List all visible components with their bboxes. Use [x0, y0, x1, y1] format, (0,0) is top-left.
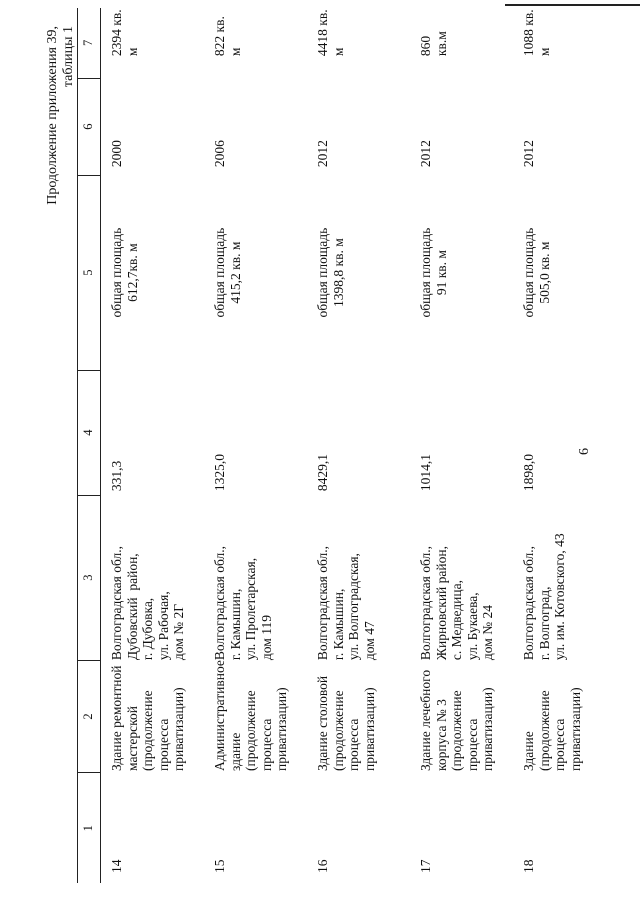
- object-value: 1898,0: [521, 453, 536, 492]
- header-cell: 7: [78, 8, 101, 78]
- object-name-line: приватизации): [567, 687, 583, 771]
- object-area: [101, 175, 205, 370]
- object-area-line: общая площадь: [212, 227, 227, 318]
- object-address-line: Волгоградская обл.,: [418, 545, 433, 661]
- row-number: 18: [521, 859, 536, 873]
- object-address-line: г. Волгоград,: [536, 586, 552, 661]
- object-area-line: 1398,8 кв. м: [330, 238, 346, 307]
- object-name-line: корпуса № 3: [433, 699, 449, 771]
- header-row: [78, 8, 101, 883]
- object-address-line: Волгоградская обл.,: [521, 545, 536, 661]
- object-year: 2012: [418, 140, 433, 168]
- object-address-line: ул. Рабочая,: [155, 591, 171, 661]
- header-cell: 6: [78, 78, 101, 175]
- object-address-line: Волгоградская обл.,: [315, 545, 330, 661]
- object-value: 331,3: [109, 460, 124, 492]
- object-name-line: приватизации): [480, 687, 496, 771]
- object-name-line: приватизации): [274, 687, 290, 771]
- row-number: 16: [315, 859, 330, 873]
- object-name-line: процесса: [258, 718, 274, 771]
- object-address-line: Волгоградская обл.,: [212, 545, 227, 661]
- object-area-line: 612,7кв. м: [124, 243, 140, 302]
- object-name-line: приватизации): [361, 687, 377, 771]
- object-year: 2000: [109, 140, 124, 168]
- object-area-line: общая площадь: [315, 227, 330, 318]
- object-name: [204, 660, 307, 773]
- object-year: 2006: [212, 140, 227, 168]
- object-area: [204, 175, 307, 370]
- object-name-line: процесса: [552, 718, 568, 771]
- object-year: 2012: [521, 140, 536, 168]
- land-area: 822 кв. м: [212, 16, 243, 57]
- object-address-line: ул. им. Котовского, 43: [552, 533, 568, 661]
- object-name: [410, 660, 513, 773]
- object-name-line: (продолжение: [449, 690, 465, 771]
- object-area-line: 415,2 кв. м: [227, 241, 243, 304]
- row-number: 17: [418, 859, 433, 873]
- object-area-line: общая площадь: [418, 227, 433, 318]
- object-area: [307, 175, 410, 370]
- object-address-line: дом № 24: [480, 605, 496, 661]
- object-name-line: здание: [227, 732, 243, 771]
- object-area: [513, 175, 616, 370]
- object-area: [410, 175, 513, 370]
- header-cell: 2: [78, 660, 101, 773]
- object-address: [307, 495, 410, 660]
- object-address: [513, 495, 616, 660]
- land-area: 4418 кв. м: [315, 9, 346, 57]
- object-address-line: г. Камышин,: [227, 588, 243, 661]
- row-number: 15: [212, 859, 227, 873]
- header-cell: 4: [78, 370, 101, 495]
- object-name-line: Здание столовой: [315, 675, 330, 771]
- table-row: [513, 8, 616, 883]
- object-address-line: Дубовский район,: [124, 553, 140, 661]
- object-name-line: Здание: [521, 731, 536, 771]
- object-name: [513, 660, 616, 773]
- header-cell: 1: [78, 773, 101, 883]
- table-row: [307, 8, 410, 883]
- object-value: 8429,1: [315, 453, 330, 492]
- object-address-line: дом № 2Г: [171, 603, 187, 661]
- object-name-line: процесса: [155, 718, 171, 771]
- object-name-line: Административное: [212, 660, 227, 771]
- object-name-line: (продолжение: [140, 690, 156, 771]
- object-name: [101, 660, 205, 773]
- page-number: 6: [577, 448, 592, 455]
- object-area-line: общая площадь: [109, 227, 124, 318]
- land-area: 1088 кв. м: [521, 9, 552, 57]
- object-address-line: г. Камышин,: [330, 588, 346, 661]
- object-name-line: (продолжение: [243, 690, 259, 771]
- object-address-line: ул. Волгоградская,: [346, 553, 362, 661]
- continuation-line-1: Продолжение приложения 39,: [45, 26, 60, 205]
- object-name-line: приватизации): [171, 687, 187, 771]
- object-name-line: мастерской: [124, 706, 140, 771]
- object-address-line: Волгоградская обл.,: [109, 545, 124, 661]
- object-area-line: общая площадь: [521, 227, 536, 318]
- object-address-line: с. Медведица,: [449, 580, 465, 661]
- header-cell: 3: [78, 495, 101, 660]
- object-name-line: (продолжение: [330, 690, 346, 771]
- object-area-line: 91 кв. м: [433, 250, 449, 296]
- object-address-line: Жирновский район,: [433, 546, 449, 661]
- object-name-line: процесса: [346, 718, 362, 771]
- object-address: [204, 495, 307, 660]
- object-address: [101, 495, 205, 660]
- table-row: [204, 8, 307, 883]
- land-area: 860 кв.м: [418, 31, 449, 57]
- object-name-line: Здание ремонтной: [109, 665, 124, 771]
- object-value: 1325,0: [212, 453, 227, 492]
- header-cell: 5: [78, 175, 101, 370]
- object-address: [410, 495, 513, 660]
- object-name-line: (продолжение: [536, 690, 552, 771]
- object-address-line: г. Дубовка,: [140, 597, 156, 661]
- object-name: [307, 660, 410, 773]
- object-area-line: 505,0 кв. м: [536, 241, 552, 304]
- object-name-line: Здание лечебного: [418, 669, 433, 771]
- continuation-note: [45, 26, 77, 251]
- property-table: [77, 8, 616, 883]
- table-body: [101, 8, 617, 883]
- table-row: [101, 8, 205, 883]
- object-year: 2012: [315, 140, 330, 168]
- object-value: 1014,1: [418, 453, 433, 492]
- object-address-line: дом 47: [361, 621, 377, 661]
- continuation-line-2: таблицы 1: [61, 26, 76, 88]
- object-address-line: ул. Букаева,: [464, 592, 480, 661]
- object-name-line: процесса: [464, 718, 480, 771]
- object-address-line: ул. Пролетарская,: [243, 557, 259, 661]
- land-area: 2394 кв. м: [109, 9, 140, 57]
- table-row: [410, 8, 513, 883]
- row-number: 14: [109, 859, 124, 873]
- object-address-line: дом 119: [258, 615, 274, 661]
